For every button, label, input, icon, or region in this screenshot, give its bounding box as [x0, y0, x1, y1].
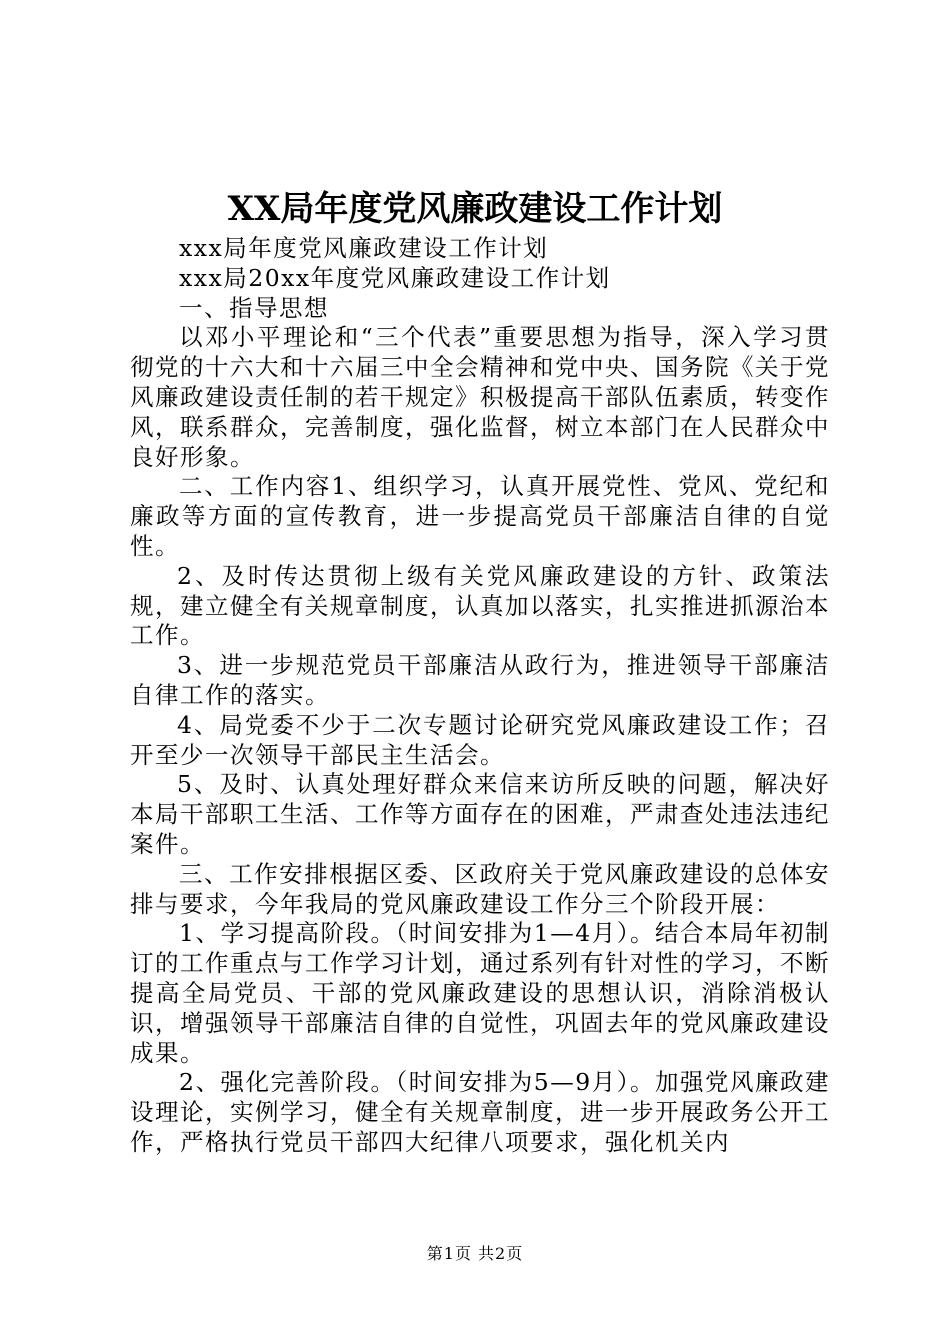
paragraph-guiding-thought: 以邓小平理论和“三个代表”重要思想为指导，深入学习贯彻党的十六大和十六届三中全会精神和党中央、国务院《关于党风廉政建设责任制的若干规定》积极提高干部队伍素质，转变作风，联系群众，完善制度，强化监督，树立本部门在人民群众中良好形象。 — [130, 323, 830, 471]
document-body — [130, 234, 830, 1158]
document-title: XX局年度党风廉政建设工作计划 — [227, 189, 723, 229]
paragraph-work-content-5: 5、及时、认真处理好群众来信来访所反映的问题，解决好本局干部职工生活、工作等方面存在的困难，严肃查处违法违纪案件。 — [130, 770, 830, 858]
paragraph-work-content-4: 4、局党委不少于二次专题讨论研究党风廉政建设工作；召开至少一次领导干部民主生活会。 — [130, 710, 830, 769]
paragraph-stage-2: 2、强化完善阶段。（时间安排为5—9月）。加强党风廉政建设理论，实例学习，健全有关规章制度，进一步开展政务公开工作，严格执行党员干部四大纪律八项要求，强化机关内 — [130, 1068, 830, 1156]
paragraph-stage-1: 1、学习提高阶段。（时间安排为1—4月）。结合本局年初制订的工作重点与工作学习计划，通过系列有针对性的学习，不断提高全局党员、干部的党风廉政建设的思想认识，消除消极认识，增强领导干部廉洁自律的自觉性，巩固去年的党风廉政建设成果。 — [130, 919, 830, 1067]
paragraph-work-arrangement: 三、工作安排根据区委、区政府关于党风廉政建设的总体安排与要求，今年我局的党风廉政建设工作分三个阶段开展： — [130, 859, 830, 918]
page-footer: 第1页 共2页 — [426, 1244, 524, 1263]
paragraph-subtitle-1: xxx局年度党风廉政建设工作计划 — [179, 234, 549, 262]
paragraph-work-content-2: 2、及时传达贯彻上级有关党风廉政建设的方针、政策法规，建立健全有关规章制度，认真加以落实，扎实推进抓源治本工作。 — [130, 561, 830, 650]
section-heading-guiding-thought: 一、指导思想 — [179, 293, 329, 322]
paragraph-work-content-1: 二、工作内容1、组织学习，认真开展党性、党风、党纪和廉政等方面的宣传教育，进一步提高党员干部廉洁自律的自觉性。 — [130, 472, 830, 560]
paragraph-subtitle-2: xxx局20xx年度党风廉政建设工作计划 — [179, 263, 611, 292]
paragraph-work-content-3: 3、进一步规范党员干部廉洁从政行为，推进领导干部廉洁自律工作的落实。 — [130, 651, 830, 709]
